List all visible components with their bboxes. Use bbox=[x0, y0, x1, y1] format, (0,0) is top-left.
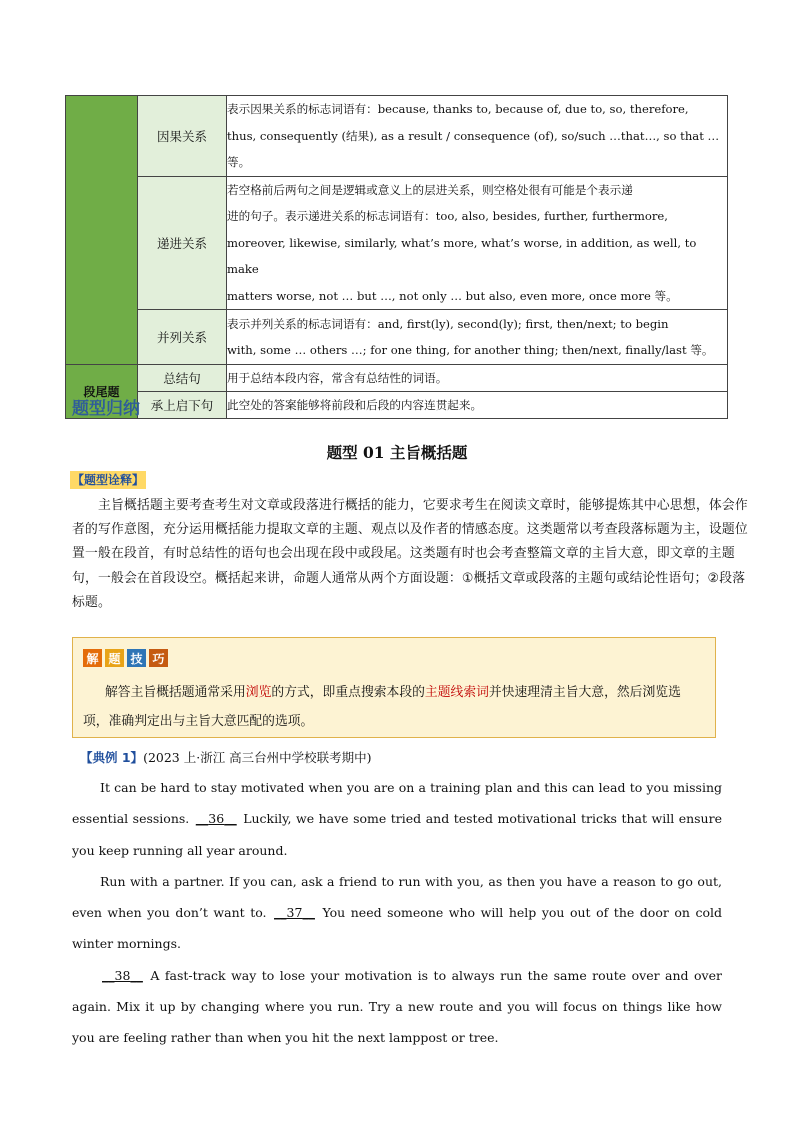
table-row bbox=[66, 392, 728, 419]
end-section-label: 段尾题 bbox=[66, 365, 138, 419]
category-cell: 并列关系 bbox=[138, 310, 227, 365]
description-cell: 若空格前后两句之间是逻辑或意义上的层进关系，则空格处很有可能是个表示递 进的句子。表示递进关系的标志词语有：too, also, besides, further, furthermore, moreover, likewise, similarly, what’s more, what’s worse, in addition, as well, to make matters worse, not … but …, not only … but also, even more, once more 等。 bbox=[227, 176, 728, 310]
tip-box bbox=[72, 637, 716, 738]
description-cell: 表示并列关系的标志词语有：and, first(ly), second(ly); first, then/next; to begin with, some … others …; for one thing, for another thing; then/next, finally/last 等。 bbox=[227, 310, 728, 365]
table-row bbox=[66, 310, 728, 365]
explain-tag: 【题型诠释】 bbox=[72, 473, 145, 487]
relation-table bbox=[65, 95, 728, 419]
category-cell: 递进关系 bbox=[138, 176, 227, 310]
tip-badge: 技 bbox=[127, 649, 146, 667]
blank-36[interactable]: __36__ bbox=[195, 811, 237, 827]
highlight-text: 主题线索词 bbox=[424, 685, 489, 700]
description-cell: 用于总结本段内容，常含有总结性的词语。 bbox=[227, 365, 728, 392]
tip-badge: 巧 bbox=[149, 649, 168, 667]
passage-paragraph: It can be hard to stay motivated when you are on a training plan and this can lead to you missing essential sessions. __36__ Luckily, we have some tried and tested motivational tricks that will ensure you keep running all year around. bbox=[72, 780, 722, 858]
table-row bbox=[66, 96, 728, 177]
type-title: 题型 01 主旨概括题 bbox=[326, 443, 468, 462]
category-cell: 因果关系 bbox=[138, 96, 227, 177]
green-label-cell bbox=[66, 96, 138, 365]
blank-38[interactable]: __38__ bbox=[102, 967, 143, 983]
table-row bbox=[66, 176, 728, 310]
explain-paragraph: 主旨概括题主要考查考生对文章或段落进行概括的能力，它要求考生在阅读文章时，能够提炼其中心思想，体会作者的写作意图，充分运用概括能力提取文章的主题、观点以及作者的情感态度。这类题常以考查段落标题为主，设题位置一般在段首，有时总结性的语句也会出现在段中或段尾。这类题有时也会考查整篇文章的主旨大意，即文章的主题句，一般会在首段设空。概括起来讲，命题人通常从两个方面设题：①概括文章或段落的主题句或结论性语句；②段落标题。 bbox=[72, 498, 748, 610]
example-tag: 【典例 1】 bbox=[80, 750, 144, 765]
tip-badge: 题 bbox=[105, 649, 124, 667]
category-cell: 总结句 bbox=[138, 365, 227, 392]
description-cell: 表示因果关系的标志词语有：because, thanks to, because of, due to, so, therefore, thus, consequently (结果), as a result / consequence (of), so/such …that…, so that …等。 bbox=[227, 96, 728, 177]
table-row bbox=[66, 365, 728, 392]
example-source: (2023 上·浙江 高三台州中学校联考期中) bbox=[143, 750, 372, 765]
section-heading: 题型归纳 bbox=[72, 399, 140, 419]
passage-paragraph: __38__ A fast-track way to lose your motivation is to always run the same route over and over again. Mix it up by changing where you run. Try a new route and you will focus on things like how you are feeling rather than when you hit the next lamppost or tree. bbox=[72, 967, 722, 1046]
highlight-text: 浏览 bbox=[245, 685, 272, 700]
blank-37[interactable]: __37__ bbox=[274, 905, 315, 921]
passage bbox=[72, 772, 722, 1054]
description-cell: 此空处的答案能够将前段和后段的内容连贯起来。 bbox=[227, 392, 728, 419]
passage-paragraph: Run with a partner. If you can, ask a friend to run with you, as then you have a reason to go out, even when you don’t want to. __37__ You need someone who will help you out of the door on cold winter mornings. bbox=[72, 873, 722, 952]
tip-badges bbox=[83, 649, 168, 667]
tip-text: 解答主旨概括题通常采用浏览的方式，即重点搜索本段的主题线索词并快速理清主旨大意，然后浏览选项，准确判定出与主旨大意匹配的选项。 bbox=[83, 685, 681, 729]
category-cell: 承上启下句 bbox=[138, 392, 227, 419]
tip-badge: 解 bbox=[83, 649, 102, 667]
example-heading bbox=[80, 748, 372, 766]
